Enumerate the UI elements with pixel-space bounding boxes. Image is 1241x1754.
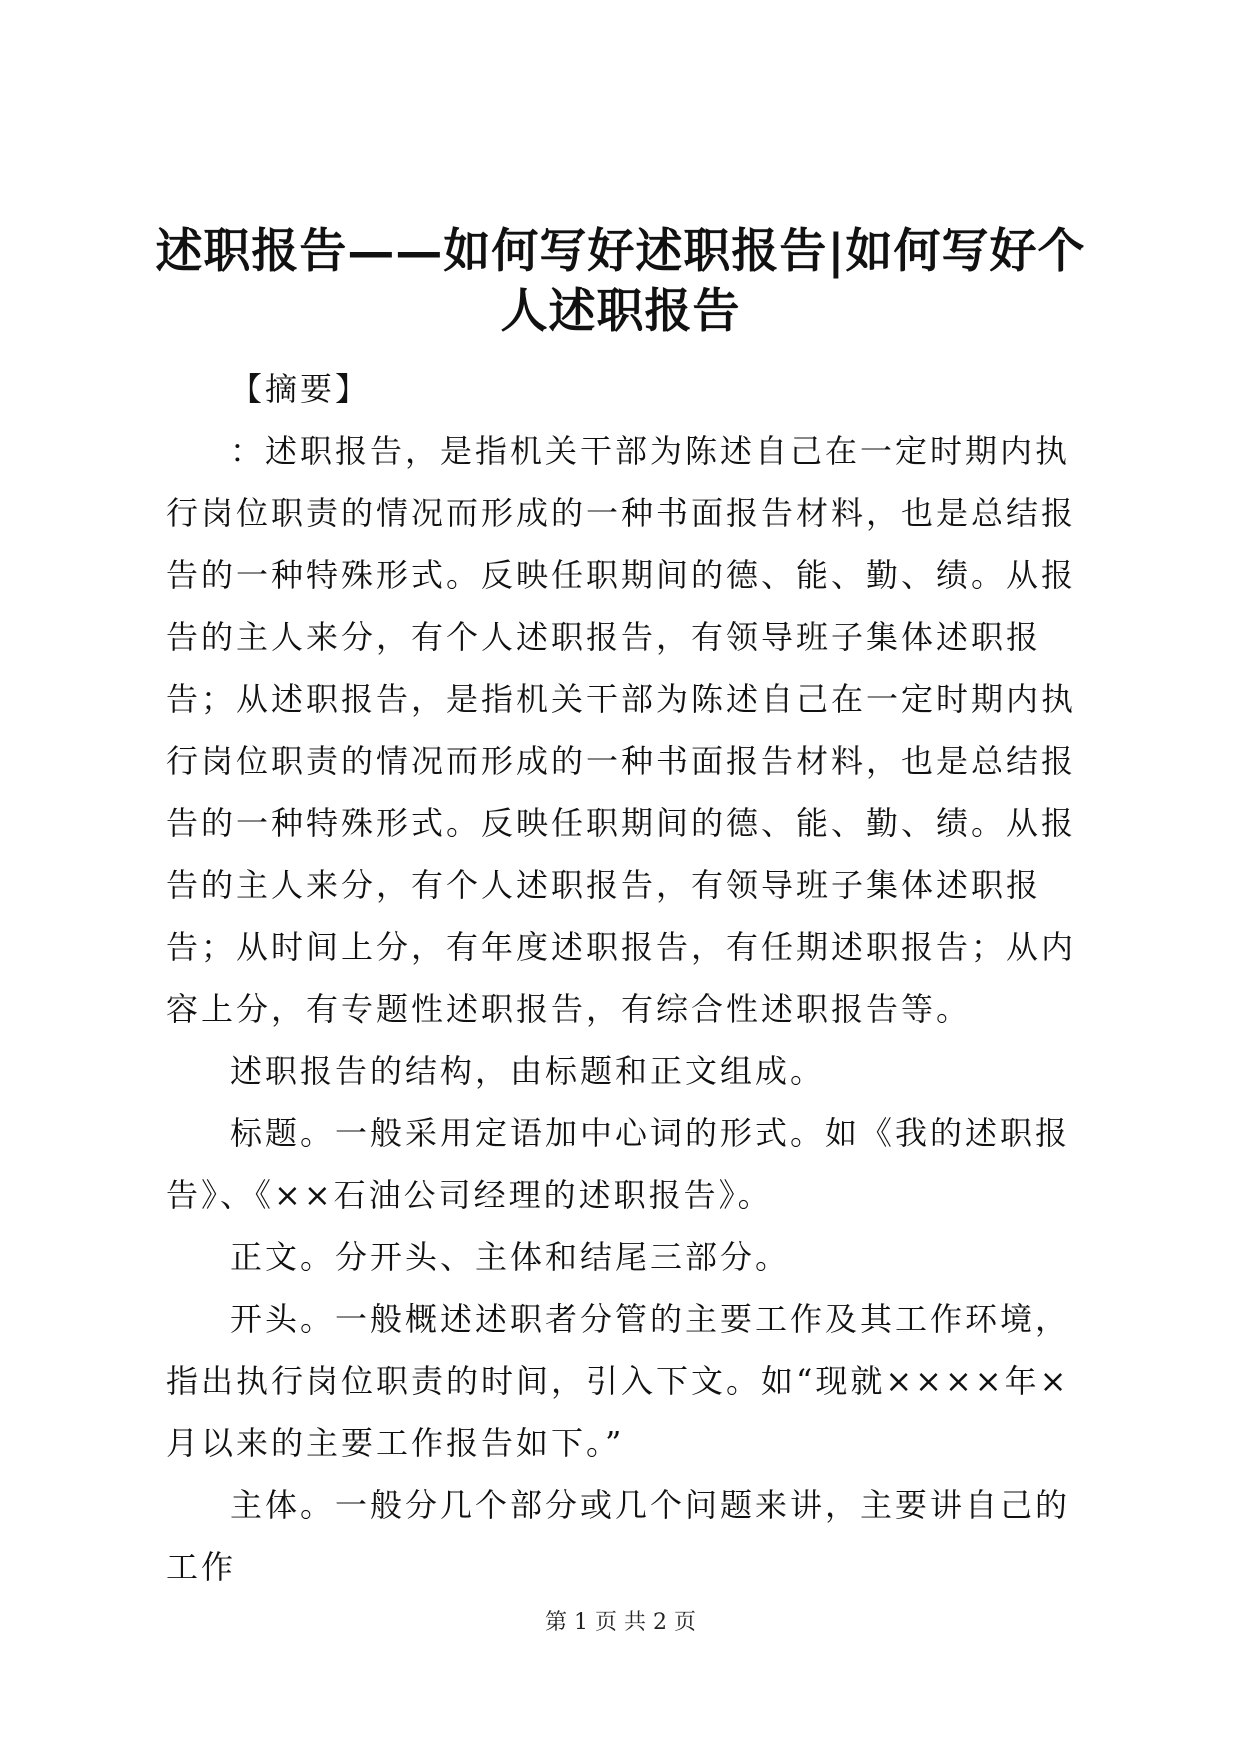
title-line-2: 人述职报告 xyxy=(500,284,741,339)
title-section-paragraph: 标题。一般采用定语加中心词的形式。如《我的述职报告》、《××石油公司经理的述职报告》。 xyxy=(166,1114,1071,1214)
main-part-paragraph: 主体。一般分几个部分或几个问题来讲，主要讲自己的工作 xyxy=(166,1486,1071,1586)
body-section-paragraph: 正文。分开头、主体和结尾三部分。 xyxy=(230,1238,791,1276)
page-number-footer: 第 1 页 共 2 页 xyxy=(545,1610,696,1635)
opening-paragraph: 开头。一般概述述职者分管的主要工作及其工作环境，指出执行岗位职责的时间，引入下文。如“现就××××年×月以来的主要工作报告如下。” xyxy=(166,1300,1071,1462)
structure-paragraph: 述职报告的结构，由标题和正文组成。 xyxy=(230,1052,826,1090)
title-line-1: 述职报告——如何写好述职报告|如何写好个 xyxy=(155,224,1086,279)
abstract-heading: 【摘要】 xyxy=(230,370,371,408)
document-body xyxy=(166,358,1086,1598)
abstract-paragraph: ：述职报告，是指机关干部为陈述自己在一定时期内执行岗位职责的情况而形成的一种书面报告材料，也是总结报告的一种特殊形式。反映任职期间的德、能、勤、绩。从报告的主人来分，有个人述职报告，有领导班子集体述职报告；从述职报告，是指机关干部为陈述自己在一定时期内执行岗位职责的情况而形成的一种书面报告材料，也是总结报告的一种特殊形式。反映任职期间的德、能、勤、绩。从报告的主人来分，有个人述职报告，有领导班子集体述职报告；从时间上分，有年度述职报告，有任期述职报告；从内容上分，有专题性述职报告，有综合性述职报告等。 xyxy=(166,432,1077,1028)
document-title xyxy=(150,222,1091,342)
